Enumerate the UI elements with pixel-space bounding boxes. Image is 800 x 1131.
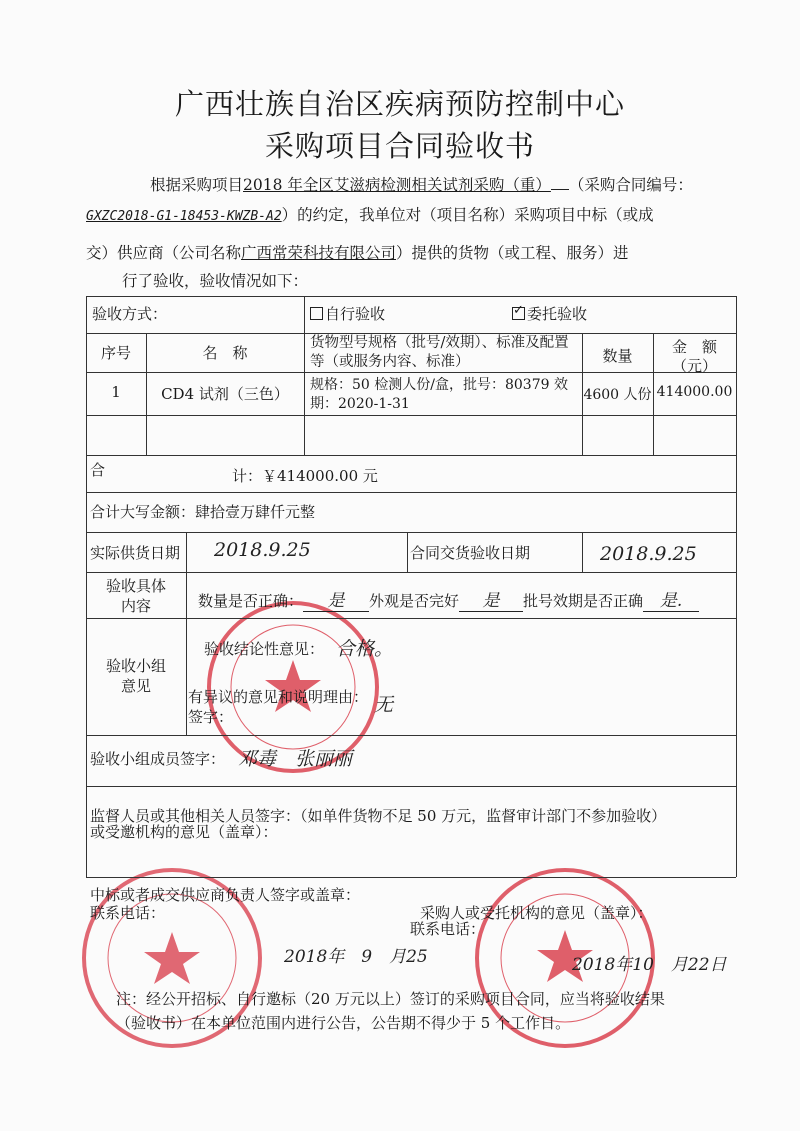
contract-date-value: 2018.9.25 [600,543,697,565]
purchaser-date: 2018年10 月22日 [572,955,727,975]
total-capital: 合计大写金额：肆拾壹万肆仟元整 [90,503,316,521]
col-header-name: 名 称 [202,344,248,362]
total-amount: 计：￥414000.00 元 [232,467,378,485]
row-qty: 4600 人份 [583,387,652,403]
content-checks: 数量是否正确： 是 外观是否完好 是 批号效期是否正确 是. [198,586,699,612]
entrusted-check-option[interactable]: ✓ 委托验收 [513,303,588,323]
supplier-name: 广西常荣科技有限公司 [241,244,397,262]
supplier-sign-label: 中标或者成交供应商负责人签字或盖章： [90,886,361,904]
intro-line-3: 交）供应商（公司名称广西常荣科技有限公司）提供的货物（或工程、服务）进 [86,244,629,262]
row-name: CD4 试剂（三色） [161,385,289,403]
col-header-amount: 金 额 [671,338,717,356]
col-header-spec: 货物型号规格（批号/效期）、标准及配置等（或服务内容、标准） [310,335,569,370]
contract-date-label: 合同交货验收日期 [410,544,531,562]
objection-value: 无 [374,694,394,716]
note-line-1: 注：经公开招标、自行邀标（20 万元以上）签订的采购项目合同，应当将验收结果 [116,990,665,1008]
members-label: 验收小组成员签字： [90,750,226,768]
self-check-checkbox[interactable] [310,307,323,320]
row-spec: 规格：50 检测人份/盒，批号：80379 效期：2020-1-31 [310,377,568,412]
supervisor-line-1: 监督人员或其他相关人员签字：（如单件货物不足 50 万元，监督审计部门不参加验收） [90,807,667,825]
self-check-option[interactable]: 自行验收 [310,303,385,324]
total-he: 合 [90,461,106,479]
phone-label-purchaser: 联系电话： [410,920,486,938]
members-signature: 邓毒 张丽丽 [238,748,353,770]
title-line-2: 采购项目合同验收书 [264,129,535,163]
actual-date-value: 2018.9.25 [214,539,311,561]
contract-number: GXZC2018-G1-18453-KWZB-A2 [86,209,282,224]
group-label: 验收小组意见 [105,657,166,695]
intro-line-1: 根据采购项目2018 年全区艾滋病检测相关试剂采购（重） （采购合同编号： [150,176,693,194]
supplier-date: 2018年 9 月25 [284,947,428,967]
col-header-no: 序号 [100,344,131,362]
sign-label: 签字： [188,708,234,726]
row-amount: 414000.00 [656,384,733,400]
supervisor-line-2: 或受邀机构的意见（盖章）： [90,823,278,841]
intro-line-4: 行了验收，验收情况如下： [122,272,309,290]
row-no: 1 [111,383,121,401]
method-label: 验收方式： [92,305,168,323]
entrusted-check-checkbox[interactable]: ✓ [513,303,524,318]
project-name: 2018 年全区艾滋病检测相关试剂采购（重） [243,176,551,194]
answer-qty: 是 [303,586,369,612]
actual-date-label: 实际供货日期 [90,544,181,562]
answer-appearance: 是 [459,586,523,612]
title-line-1: 广西壮族自治区疾病预防控制中心 [174,87,625,121]
conclusion-value: 合格。 [336,638,394,660]
col-header-qty: 数量 [602,347,633,365]
content-label: 验收具体内容 [105,577,166,615]
answer-batch: 是. [643,586,699,612]
col-header-amount-unit: （元） [671,357,717,375]
phone-label-supplier: 联系电话： [90,904,166,922]
purchaser-opinion-label: 采购人或受托机构的意见（盖章）： [420,904,653,922]
note-line-2: （验收书）在本单位范围内进行公告，公告期不得少于 5 个工作日。 [116,1014,571,1032]
conclusion-label: 验收结论性意见： [204,640,325,658]
intro-line-2: GXZC2018-G1-18453-KWZB-A2）的约定，我单位对（项目名称）采购项目中标（或成 [86,206,654,224]
objection-label: 有异议的意见和说明理由： [188,688,369,706]
